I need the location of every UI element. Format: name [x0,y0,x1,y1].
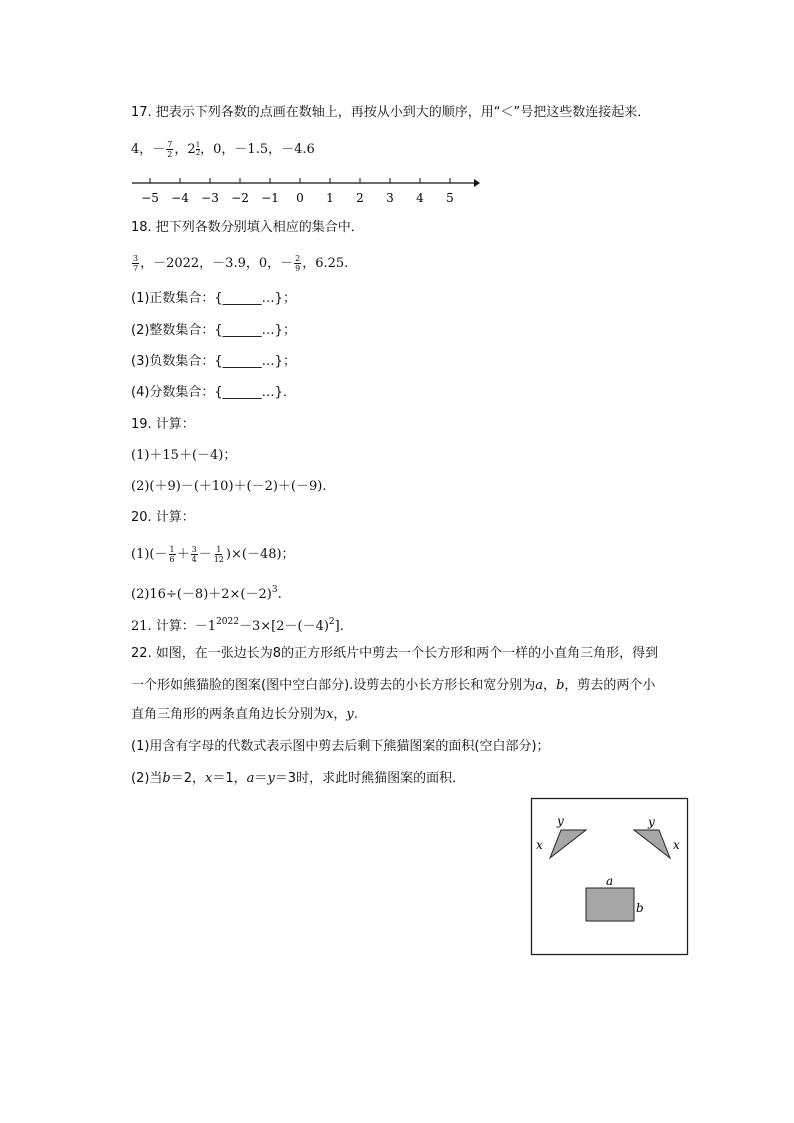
q18-frac-2-9: $\frac{2}{9}$ [295,254,301,273]
q20-part2: $(2)16\div(-8)+2\times(-2)^3$. [131,585,282,602]
q18-set-negative: (3)负数集合：{______…}； [131,354,296,369]
q17-numbers: 4，－ $\frac{7}{2}$ ，2 $\frac{1}{2}$ ，0，－1.5，－4.6 [131,140,315,159]
q18-title: 18. 把下列各数分别填入相应的集合中． [131,220,364,235]
axis-tick-label: −5 [141,191,159,205]
axis-tick-label: 1 [326,191,334,205]
q19-part2: (2)(＋9)－(＋10)＋(－2)＋(－9). [131,479,327,494]
label-y-left: y [557,814,564,828]
axis-tick-label: 3 [386,191,394,205]
q20-title: 20. 计算： [131,510,195,525]
label-y-right: y [648,815,655,829]
q20-part1: (1)(－ $\frac{1}{6}$ ＋ $\frac{3}{4}$ － $\frac{1}{12}$ )×(－48)； [131,545,295,564]
cut-rectangle [586,888,634,921]
axis-tick-label: 0 [296,191,304,205]
label-a: a [606,874,614,888]
q20-frac-1-6: $\frac{1}{6}$ [169,545,175,564]
q20-frac-1-12: $\frac{1}{12}$ [213,545,224,564]
number-line [128,172,484,208]
q21-expression: 21. 计算：$-1^{2022}-3\times[2-(-4)^2]$. [131,617,344,634]
q22-part1: (1)用含有字母的代数式表示图中剪去后剩下熊猫图案的面积(空白部分)； [131,739,550,754]
q22-line1: 22. 如图，在一张边长为8的正方形纸片中剪去一个长方形和两个一样的小直角三角形，得到 [131,646,659,661]
q19-title: 19. 计算： [131,417,195,432]
label-x-left: x [536,838,543,852]
label-b: b [636,901,644,915]
q22-line3: 直角三角形的两条直角边长分别为x，y. [131,707,358,722]
axis-tick-label: 5 [446,191,454,205]
q17-title: 17. 把表示下列各数的点画在数轴上，再按从小到大的顺序，用“＜”号把这些数连接起来． [131,105,651,120]
panda-figure [530,797,690,957]
q17-num-4: 4， [131,142,153,157]
q18-frac-3-7: $\frac{3}{7}$ [133,254,139,273]
q20-frac-3-4: $\frac{3}{4}$ [191,545,197,564]
q18-set-integer: (2)整数集合：{______…}； [131,323,296,338]
q19-part1: (1)＋15＋(－4)； [131,448,237,463]
q22-part2: (2)当b＝2，x＝1，a＝y＝3时，求此时熊猫图案的面积． [131,771,466,786]
q18-set-fraction: (4)分数集合：{______…}． [131,385,296,400]
axis-tick-label: −3 [201,191,219,205]
axis-tick-label: 4 [416,191,424,205]
axis-tick-label: 2 [356,191,364,205]
q17-frac-7-2: $\frac{7}{2}$ [167,140,173,159]
q18-numbers: $\frac{3}{7}$ ，－2022，－3.9，0，－ $\frac{2}{9}$ ，6.25. [133,254,349,273]
q22-line2: 一个形如熊猫脸的图案(图中空白部分).设剪去的小长方形长和宽分别为a，b，剪去的两个小 [131,678,656,693]
axis-tick-label: −2 [231,191,249,205]
q17-mixed-number: 2 $\frac{1}{2}$ [187,141,201,157]
axis-tick-label: −4 [171,191,189,205]
axis-tick-label: −1 [261,191,279,205]
q18-set-positive: (1)正数集合：{______…}； [131,291,296,306]
label-x-right: x [673,838,680,852]
